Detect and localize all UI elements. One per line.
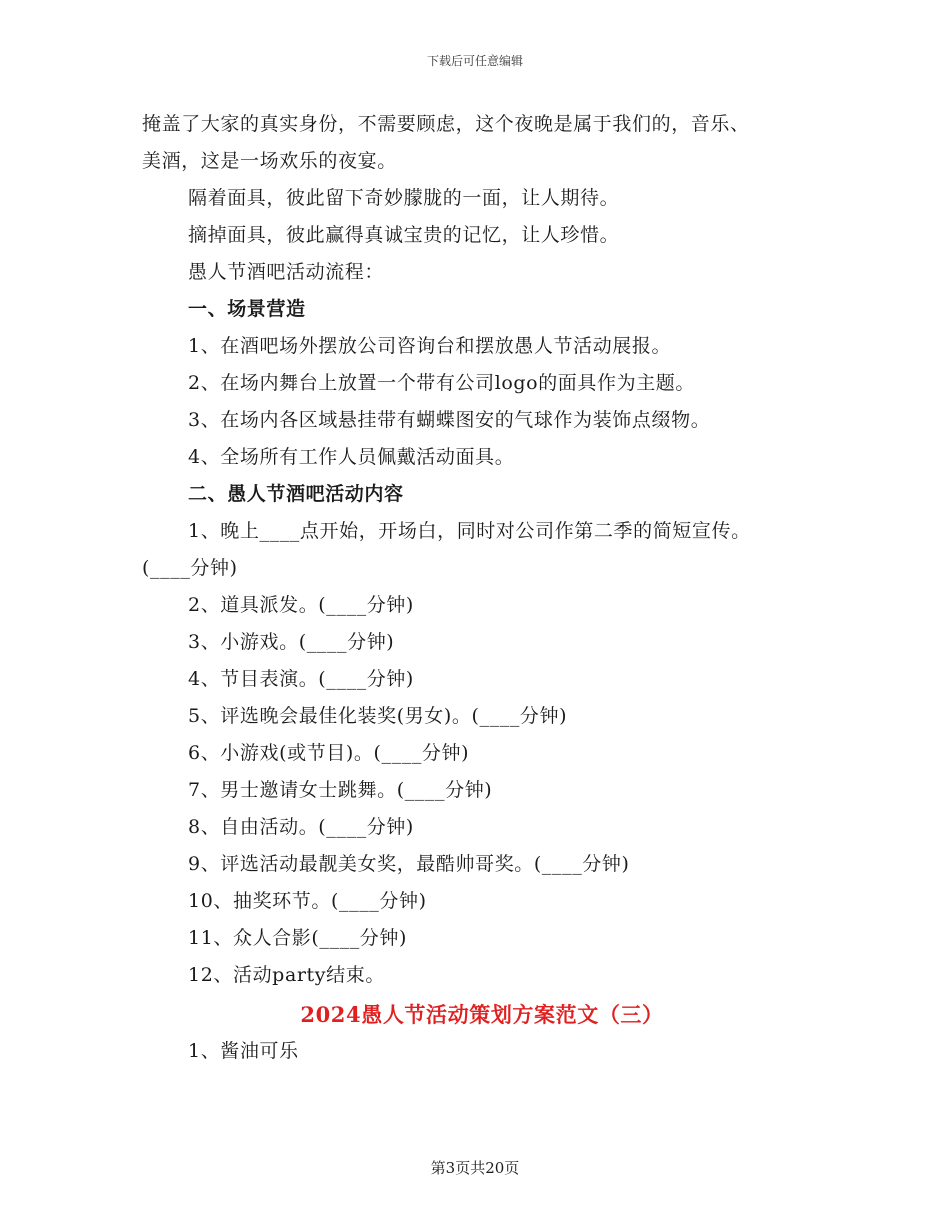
page-header-note: 下载后可任意编辑 (426, 54, 523, 68)
list-item: 8、自由活动。(____分钟) (188, 816, 414, 838)
paragraph-line: 美酒，这是一场欢乐的夜宴。 (142, 150, 397, 172)
list-item: 4、节目表演。(____分钟) (188, 668, 414, 690)
page-number: 第3页共20页 (430, 1159, 520, 1177)
list-item: 4、全场所有工作人员佩戴活动面具。 (188, 446, 515, 468)
list-item: 2、道具派发。(____分钟) (188, 594, 414, 616)
document-title: 2024愚人节活动策划方案范文（三） (300, 1002, 664, 1027)
paragraph: 隔着面具，彼此留下奇妙朦胧的一面，让人期待。 (188, 187, 620, 209)
list-item: 5、评选晚会最佳化装奖(男女)。(____分钟) (188, 705, 568, 727)
section-heading-scene: 一、场景营造 (188, 298, 306, 320)
list-item: 12、活动party结束。 (188, 964, 385, 986)
list-item: 11、众人合影(____分钟) (188, 927, 408, 949)
list-item: 1、酱油可乐 (188, 1040, 299, 1062)
list-item: 3、小游戏。(____分钟) (188, 631, 395, 653)
list-item: 9、评选活动最靓美女奖，最酷帅哥奖。(____分钟) (188, 853, 630, 875)
list-item: 3、在场内各区域悬挂带有蝴蝶图安的气球作为装饰点缀物。 (188, 409, 711, 431)
list-item: 7、男士邀请女士跳舞。(____分钟) (188, 779, 493, 801)
paragraph-line: 掩盖了大家的真实身份，不需要顾虑，这个夜晚是属于我们的，音乐、 (142, 113, 750, 135)
list-item: 1、在酒吧场外摆放公司咨询台和摆放愚人节活动展报。 (188, 335, 672, 357)
list-item: 10、抽奖环节。(____分钟) (188, 890, 427, 912)
list-item: 1、晚上____点开始，开场白，同时对公司作第二季的简短宣传。 (188, 520, 751, 542)
document-body (142, 106, 822, 1070)
section-heading-content: 二、愚人节酒吧活动内容 (188, 483, 404, 505)
flow-intro: 愚人节酒吧活动流程： (188, 261, 385, 283)
list-item: 6、小游戏(或节目)。(____分钟) (188, 742, 470, 764)
list-item: 2、在场内舞台上放置一个带有公司logo的面具作为主题。 (188, 372, 696, 394)
list-item-continuation: (____分钟) (142, 557, 238, 579)
paragraph: 摘掉面具，彼此赢得真诚宝贵的记忆，让人珍惜。 (188, 224, 620, 246)
